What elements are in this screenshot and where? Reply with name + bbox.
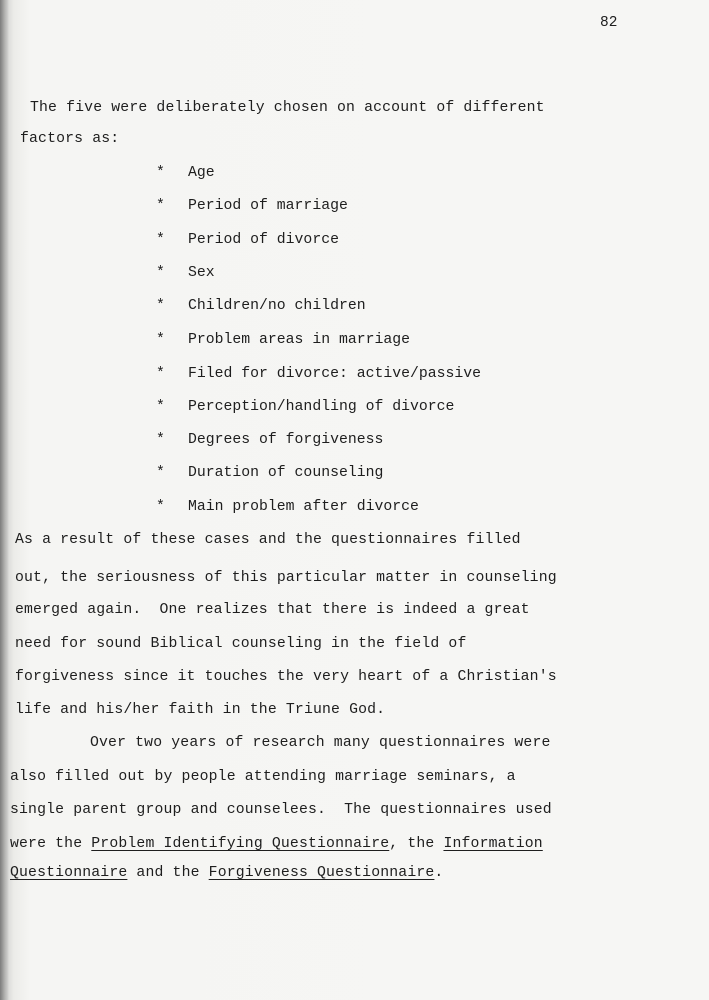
bullet-icon: * <box>156 432 165 448</box>
bullet-icon: * <box>156 366 165 382</box>
bullet-icon: * <box>156 165 165 181</box>
bullet-icon: * <box>156 232 165 248</box>
questionnaire-title: Questionnaire <box>10 865 128 881</box>
list-item: * Age <box>156 165 215 181</box>
bullet-icon: * <box>156 399 165 415</box>
intro-line-1: The five were deliberately chosen on account of different <box>30 100 545 116</box>
page-number: 82 <box>600 15 618 31</box>
paragraph-line: life and his/her faith in the Triune God. <box>15 702 386 718</box>
page-binding-shadow <box>0 0 9 1000</box>
paragraph-line: also filled out by people attending marriage seminars, a <box>10 769 516 785</box>
intro-line-2: factors as: <box>20 131 120 147</box>
list-item: * Filed for divorce: active/passive <box>156 366 482 382</box>
list-item: * Period of divorce <box>156 232 339 248</box>
bullet-icon: * <box>156 298 165 314</box>
list-item: * Degrees of forgiveness <box>156 432 384 448</box>
questionnaire-title: Problem Identifying Questionnaire <box>91 836 390 852</box>
list-item: * Duration of counseling <box>156 465 384 481</box>
list-item: * Sex <box>156 265 215 281</box>
questionnaire-title: Information <box>443 836 543 852</box>
bullet-icon: * <box>156 465 165 481</box>
paragraph-line: Over two years of research many questionnaires were <box>90 735 551 751</box>
bullet-icon: * <box>156 332 165 348</box>
paragraph-line: As a result of these cases and the questionnaires filled <box>15 532 521 548</box>
paragraph-line: need for sound Biblical counseling in the field of <box>15 636 467 652</box>
paragraph-line: out, the seriousness of this particular matter in counseling <box>15 570 557 586</box>
list-item: * Period of marriage <box>156 198 348 214</box>
paragraph-line: forgiveness since it touches the very heart of a Christian's <box>15 669 557 685</box>
bullet-icon: * <box>156 265 165 281</box>
paragraph-line: single parent group and counselees. The questionnaires used <box>10 802 552 818</box>
paragraph-line: emerged again. One realizes that there is indeed a great <box>15 602 530 618</box>
paragraph-line: Questionnaire and the Forgiveness Questionnaire. <box>10 865 444 881</box>
list-item: * Main problem after divorce <box>156 499 419 515</box>
list-item: * Problem areas in marriage <box>156 332 410 348</box>
paragraph-line: were the Problem Identifying Questionnaire, the Information <box>10 836 543 852</box>
list-item: * Perception/handling of divorce <box>156 399 455 415</box>
list-item: * Children/no children <box>156 298 366 314</box>
questionnaire-title: Forgiveness Questionnaire <box>208 865 435 881</box>
bullet-icon: * <box>156 198 165 214</box>
bullet-icon: * <box>156 499 165 515</box>
